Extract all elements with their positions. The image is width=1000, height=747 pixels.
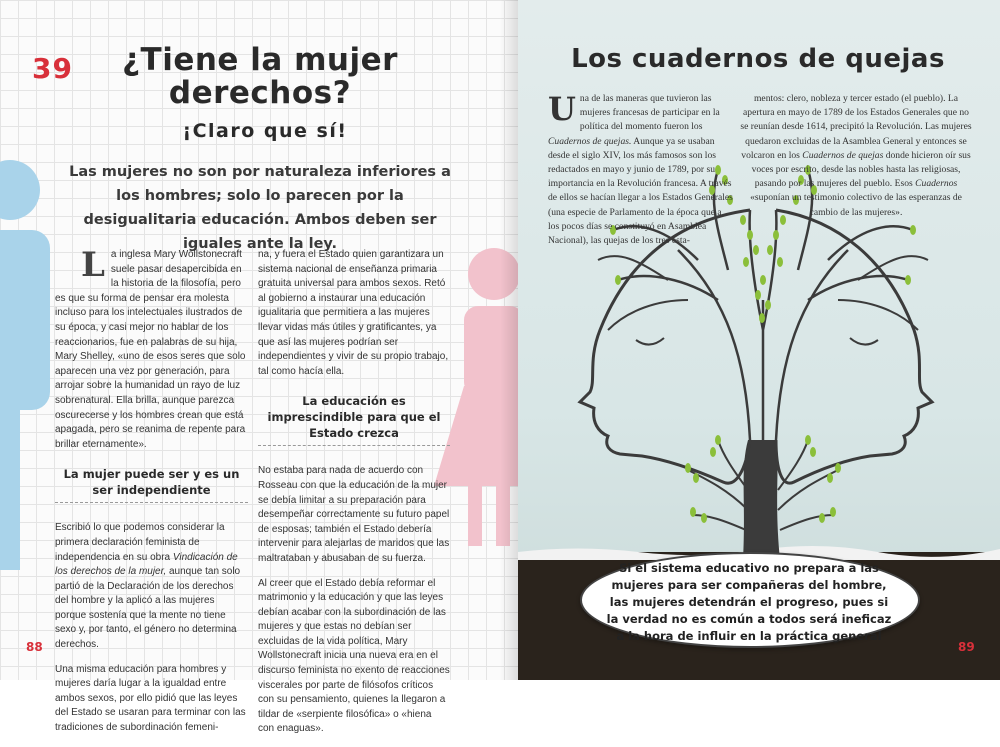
right-column-2: mentos: clero, nobleza y tercer estado (el pueblo). La apertura en mayo de 1789 de los Estados Generales que no se reunían desde 1614, precipitó la Revolución. Las mujeres quedaron excluidas de la Asamblea General y entonces se volcaron en los Cuadernos de quejas donde hicieron oír sus voces por escrito, desde las nobles hasta las religiosas, pasando por las mujeres del pueblo. Esos Cuadernos «suponían un testimonio colectivo de las esperanzas de cambio de las mujeres».	[740, 93, 972, 218]
drop-cap: L	[81, 245, 105, 285]
male-figure-icon	[0, 150, 60, 570]
gutter-shadow	[500, 0, 518, 680]
lead-paragraph: Las mujeres no son por naturaleza inferiores a los hombres; solo lo parecen por la desigualitaria educación. Ambos deben ser iguales ante la ley.	[69, 164, 451, 252]
work-title: Vindicación de los derechos de la mujer,	[55, 551, 238, 578]
paragraph: na, y fuera el Estado quien garantizara un sistema nacional de enseñanza primaria gratuita universal para ambos sexos. Retó al gobierno a instaurar una educación igualitaria que permitiera a las mujeres llevar vidas más útiles y gratificantes, ya que así las mujeres podrían ser independientes y vivir de su propio trabajo, tal como hacía ella.	[258, 249, 449, 377]
paragraph: Escribió lo que podemos considerar la primera declaración feminista de independencia en su obra Vindicación de los derechos de la mujer, aunque tan solo partió de la Declaración de los derechos del hombre y la aplicó a las mujeres porque sostenía que la mente no tiene sexo y, por tanto, el género no determina derechos.	[55, 522, 241, 651]
section-heading: La mujer puede ser y es un ser independiente	[55, 466, 248, 503]
right-page	[518, 0, 1000, 680]
drop-cap: U	[548, 90, 576, 128]
left-column-2	[258, 248, 450, 747]
work-title: Cuadernos de quejas.	[548, 135, 632, 147]
right-column-1: Una de las maneras que tuvieron las mujeres francesas de participar en la política del momento fueron los Cuadernos de quejas. Aunque ya se usaban desde el siglo XIV, los más famosos son los redactados en mayo y junio de 1789, por su importancia en la Revolución francesa. A través de ellos se hacían llegar a los Estados Generales (una especie de Parlamento de la época que a los pocos días se constituyó en Asamblea Nacional), las quejas de los tres esta-	[548, 90, 733, 247]
left-column-1	[55, 245, 248, 746]
work-title: Cuadernos de quejas	[802, 149, 884, 161]
paragraph: Al creer que el Estado debía reformar el matrimonio y la educación y que las leyes debían acabar con la subordinación de las mujeres y que estas no debían ser excluidas de la vida política, Mary Wollstonecraft inicia una nueva era en el discurso feminista no exento de reacciones viscerales por parte de filósofos críticos con su pensamiento, quienes la llegaron a tildar de «serpiente filosófica» o «hiena con enaguas».	[258, 577, 450, 735]
quote-text: Si el sistema educativo no prepara a las mujeres para ser compañeras del hombre, las mujeres detendrán el progreso, pues si la verdad no es común a todos será ineficaz a la hora de influir en la práctica general	[606, 561, 892, 643]
paragraph: a inglesa Mary Wollstonecraft suele pasar desapercibida en la historia de la filosofía, pero es que su forma de pensar era molesta incluso para los intelectuales ilustrados de su época, y casi mejor no hablar de los reaccionarios, fue en palabras de su hija, Mary Shelley, «uno de esos seres que solo aparecen una vez por generación, para arrojar sobre la humanidad un rayo de luz sobrenatural. Ella brilla, aunque parezca oscurecerse y los hombres crean que está apagada, pero se reanima de repente para brillar eternamente».	[55, 249, 246, 450]
work-title: Cuadernos	[915, 178, 958, 190]
paragraph: No estaba para nada de acuerdo con Rosseau con que la educación de la mujer se debía limitar a su preparación para desempeñar correctamente su futuro papel de esposas; también el Estado debería intervenir para alejarlas de maridos que las maltrataban y abusaban de su fuerza.	[258, 465, 450, 564]
page-title: ¿Tiene la mujer derechos?	[122, 42, 398, 111]
page-number: 89	[958, 640, 975, 654]
paragraph: Una misma educación para hombres y mujeres daría lugar a la igualdad entre ambos sexos, por ello pidió que las leyes del Estado se usaran para terminar con las tradiciones de subordinación femeni-	[55, 663, 246, 734]
page-subtitle: ¡Claro que sí!	[182, 120, 348, 142]
page-number: 88	[26, 640, 43, 654]
section-title: Los cuadernos de quejas	[571, 44, 945, 74]
chapter-number: 39	[32, 52, 73, 85]
section-heading: La educación es imprescindible para que el Estado crezca	[258, 393, 450, 446]
